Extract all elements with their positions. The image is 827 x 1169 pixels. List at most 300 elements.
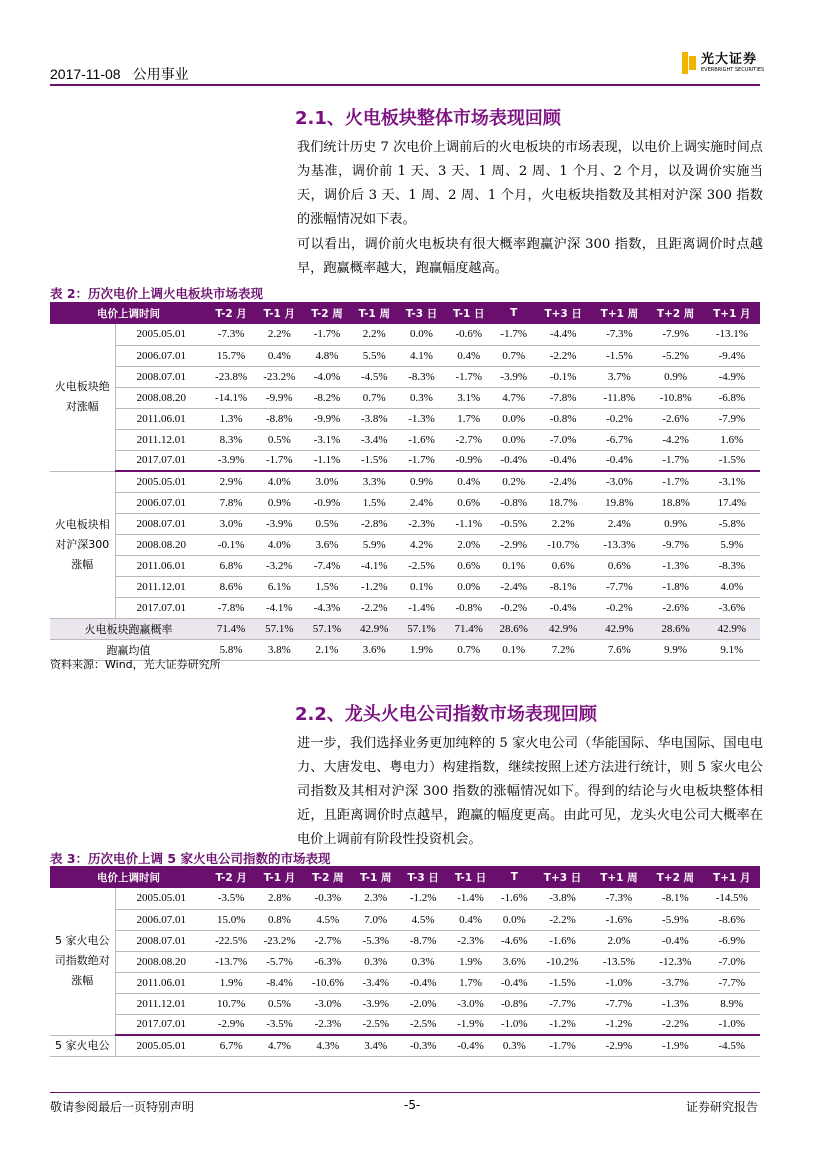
value-cell: 3.0% <box>303 471 350 492</box>
value-cell: -8.2% <box>303 387 350 408</box>
summary-value: 7.6% <box>591 639 647 660</box>
value-cell: 8.6% <box>207 576 255 597</box>
date-cell: 2006.07.01 <box>115 909 207 930</box>
value-cell: -2.3% <box>304 1014 352 1035</box>
value-cell: -7.0% <box>535 429 591 450</box>
value-cell: 0.9% <box>648 513 704 534</box>
value-cell: -3.0% <box>447 993 494 1014</box>
summary-value: 3.8% <box>255 639 303 660</box>
value-cell: -0.8% <box>494 993 534 1014</box>
date-cell: 2011.06.01 <box>115 555 207 576</box>
table-row <box>50 450 760 471</box>
value-cell: -6.9% <box>704 930 760 951</box>
value-cell: 2.4% <box>591 513 647 534</box>
summary-value: 42.9% <box>535 618 591 639</box>
value-cell: -8.3% <box>398 366 445 387</box>
section1-paragraph-1: 我们统计历史 7 次电价上调前后的火电板块的市场表现，以电价上调实施时间点为基准，调价前 1 天、3 天、1 周、2 周、1 个月、2 个月，以及调价实施当天，调价后 3 天、1 周、2 周、1 个月，火电板块指数及其相对沪深 300 指数的涨幅情况如下表。 <box>297 140 763 227</box>
table2-header-cell: 电价上调时间 <box>50 302 207 324</box>
row-group-label: 火电板块绝对涨幅 <box>50 324 115 471</box>
value-cell: 3.4% <box>352 1035 399 1056</box>
value-cell: 0.7% <box>351 387 398 408</box>
value-cell: 2.2% <box>351 324 398 345</box>
value-cell: 0.0% <box>445 576 492 597</box>
value-cell: -8.6% <box>704 909 760 930</box>
value-cell: -0.9% <box>303 492 350 513</box>
table3-header-cell: T-2 月 <box>207 866 255 888</box>
value-cell: -4.0% <box>303 366 350 387</box>
value-cell: 4.0% <box>255 534 303 555</box>
value-cell: -14.1% <box>207 387 255 408</box>
value-cell: 8.3% <box>207 429 255 450</box>
value-cell: -3.4% <box>352 972 399 993</box>
value-cell: -0.6% <box>445 324 492 345</box>
date-cell: 2017.07.01 <box>115 450 207 471</box>
summary-value: 57.1% <box>255 618 303 639</box>
value-cell: -12.3% <box>647 951 703 972</box>
report-date-text: 2017-11-08 <box>50 66 121 82</box>
date-cell: 2008.08.20 <box>115 951 207 972</box>
table2-header-cell: T-1 周 <box>351 302 398 324</box>
value-cell: -2.6% <box>648 408 704 429</box>
table-row <box>50 1014 760 1035</box>
table-row <box>50 597 760 618</box>
value-cell: -10.2% <box>534 951 590 972</box>
table3-header-cell: 电价上调时间 <box>50 866 207 888</box>
table3-header-cell: T <box>494 866 534 888</box>
table2-header-cell: T <box>492 302 535 324</box>
value-cell: 1.7% <box>445 408 492 429</box>
table-row <box>50 888 760 909</box>
summary-value: 42.9% <box>351 618 398 639</box>
date-cell: 2008.07.01 <box>115 513 207 534</box>
summary-value: 71.4% <box>445 618 492 639</box>
value-cell: -1.7% <box>445 366 492 387</box>
value-cell: -1.6% <box>494 888 534 909</box>
value-cell: -9.4% <box>704 345 760 366</box>
value-cell: -13.3% <box>591 534 647 555</box>
value-cell: -3.9% <box>207 450 255 471</box>
value-cell: -8.1% <box>535 576 591 597</box>
value-cell: -1.0% <box>591 972 647 993</box>
value-cell: -5.7% <box>255 951 303 972</box>
value-cell: -1.1% <box>303 450 350 471</box>
row-group-label: 5 家火电公司指数绝对涨幅 <box>50 888 115 1035</box>
value-cell: -2.4% <box>535 471 591 492</box>
table2-caption: 表 2：历次电价上调火电板块市场表现 <box>50 286 264 301</box>
logo-cn: 光大证券 <box>701 52 758 67</box>
table-row <box>50 429 760 450</box>
table-row <box>50 513 760 534</box>
value-cell: -9.7% <box>648 534 704 555</box>
value-cell: -7.4% <box>303 555 350 576</box>
table2-header-cell: T+1 周 <box>591 302 647 324</box>
value-cell: 4.7% <box>492 387 535 408</box>
section2-paragraph-1: 进一步，我们选择业务更加纯粹的 5 家火电公司（华能国际、华电国际、国电电力、大唐发电、粤电力）构建指数，继续按照上述方法进行统计，则 5 家火电公司指数及其相对沪深 300 指数的涨幅情况如下。得到的结论与火电板块整体相近，且距离调价时点越早，跑赢的幅度更高。由此可见，龙头火电公司大概率在电价上调前有阶段性投资机会。 <box>297 736 763 847</box>
value-cell: -4.6% <box>494 930 534 951</box>
value-cell: -7.7% <box>704 972 760 993</box>
page-number: -5- <box>404 1098 421 1112</box>
value-cell: -2.7% <box>445 429 492 450</box>
table-row <box>50 345 760 366</box>
value-cell: 6.7% <box>207 1035 255 1056</box>
table-row <box>50 972 760 993</box>
logo-mark-icon <box>682 52 696 74</box>
value-cell: 0.3% <box>494 1035 534 1056</box>
table3-header-cell: T-2 周 <box>304 866 352 888</box>
value-cell: 0.5% <box>255 429 303 450</box>
value-cell: -1.7% <box>534 1035 590 1056</box>
value-cell: -3.9% <box>255 513 303 534</box>
value-cell: 2.2% <box>535 513 591 534</box>
value-cell: -4.5% <box>351 366 398 387</box>
value-cell: 0.9% <box>648 366 704 387</box>
value-cell: 1.7% <box>447 972 494 993</box>
value-cell: -2.2% <box>351 597 398 618</box>
value-cell: -0.4% <box>399 972 446 993</box>
value-cell: 1.9% <box>207 972 255 993</box>
value-cell: -3.7% <box>647 972 703 993</box>
value-cell: -0.4% <box>535 450 591 471</box>
date-cell: 2017.07.01 <box>115 1014 207 1035</box>
value-cell: -0.8% <box>445 597 492 618</box>
value-cell: -2.3% <box>398 513 445 534</box>
value-cell: -11.8% <box>591 387 647 408</box>
report-category: 公用事业 <box>132 66 189 82</box>
value-cell: -8.3% <box>704 555 760 576</box>
value-cell: 0.5% <box>255 993 303 1014</box>
value-cell: -4.1% <box>255 597 303 618</box>
value-cell: -7.0% <box>704 951 760 972</box>
table3-header-cell: T-1 日 <box>447 866 494 888</box>
summary-value: 57.1% <box>303 618 350 639</box>
table-row <box>50 1035 760 1056</box>
value-cell: -1.7% <box>398 450 445 471</box>
value-cell: 0.1% <box>492 555 535 576</box>
value-cell: -1.7% <box>648 450 704 471</box>
value-cell: -2.2% <box>534 909 590 930</box>
value-cell: 4.0% <box>704 576 760 597</box>
value-cell: -10.7% <box>535 534 591 555</box>
value-cell: -3.5% <box>255 1014 303 1035</box>
value-cell: -1.0% <box>494 1014 534 1035</box>
summary-label: 跑赢均值 <box>50 639 207 660</box>
value-cell: -2.3% <box>447 930 494 951</box>
table2-header-cell: T-2 月 <box>207 302 255 324</box>
date-cell: 2011.06.01 <box>115 972 207 993</box>
value-cell: -0.3% <box>399 1035 446 1056</box>
value-cell: -4.9% <box>704 366 760 387</box>
value-cell: -8.8% <box>255 408 303 429</box>
value-cell: -1.5% <box>591 345 647 366</box>
value-cell: 17.4% <box>704 492 760 513</box>
value-cell: 18.8% <box>648 492 704 513</box>
value-cell: 0.6% <box>535 555 591 576</box>
summary-value: 28.6% <box>492 618 535 639</box>
summary-value: 42.9% <box>591 618 647 639</box>
value-cell: 0.4% <box>445 471 492 492</box>
value-cell: -2.6% <box>648 597 704 618</box>
value-cell: -3.8% <box>351 408 398 429</box>
value-cell: -0.1% <box>207 534 255 555</box>
table-row <box>50 555 760 576</box>
value-cell: -22.5% <box>207 930 255 951</box>
value-cell: -1.2% <box>534 1014 590 1035</box>
summary-value: 28.6% <box>648 618 704 639</box>
value-cell: 4.5% <box>399 909 446 930</box>
summary-value: 0.7% <box>445 639 492 660</box>
value-cell: 6.1% <box>255 576 303 597</box>
value-cell: -2.5% <box>399 1014 446 1035</box>
value-cell: -1.5% <box>534 972 590 993</box>
value-cell: 6.8% <box>207 555 255 576</box>
date-cell: 2005.05.01 <box>115 888 207 909</box>
value-cell: -5.8% <box>704 513 760 534</box>
value-cell: 0.9% <box>398 471 445 492</box>
value-cell: -2.8% <box>351 513 398 534</box>
value-cell: -4.5% <box>704 1035 760 1056</box>
value-cell: -0.1% <box>535 366 591 387</box>
date-cell: 2011.12.01 <box>115 429 207 450</box>
report-date <box>50 64 189 84</box>
value-cell: 3.3% <box>351 471 398 492</box>
header-divider <box>50 84 760 86</box>
section-title-2-2: 2.2、龙头火电公司指数市场表现回顾 <box>295 704 597 725</box>
value-cell: 3.7% <box>591 366 647 387</box>
logo-en: EVERBRIGHT SECURITIES <box>701 67 765 73</box>
summary-value: 2.1% <box>303 639 350 660</box>
value-cell: -5.3% <box>352 930 399 951</box>
value-cell: -2.7% <box>304 930 352 951</box>
summary-label: 火电板块跑赢概率 <box>50 618 207 639</box>
value-cell: -3.5% <box>207 888 255 909</box>
date-cell: 2008.07.01 <box>115 366 207 387</box>
value-cell: -2.0% <box>399 993 446 1014</box>
value-cell: -3.0% <box>591 471 647 492</box>
value-cell: 2.0% <box>445 534 492 555</box>
row-group-label: 5 家火电公 <box>50 1035 115 1056</box>
value-cell: 0.9% <box>255 492 303 513</box>
value-cell: -7.3% <box>591 888 647 909</box>
table-row <box>50 951 760 972</box>
value-cell: -2.5% <box>398 555 445 576</box>
value-cell: 2.8% <box>255 888 303 909</box>
value-cell: 8.9% <box>704 993 760 1014</box>
table3-header-cell: T-1 月 <box>255 866 303 888</box>
value-cell: -3.0% <box>304 993 352 1014</box>
value-cell: -1.6% <box>591 909 647 930</box>
value-cell: -0.4% <box>494 972 534 993</box>
value-cell: -23.2% <box>255 930 303 951</box>
value-cell: -0.5% <box>492 513 535 534</box>
value-cell: -1.6% <box>534 930 590 951</box>
summary-value: 9.1% <box>704 639 760 660</box>
value-cell: 0.0% <box>492 429 535 450</box>
value-cell: -0.2% <box>591 408 647 429</box>
value-cell: 1.5% <box>303 576 350 597</box>
section-title-2-1: 2.1、火电板块整体市场表现回顾 <box>295 108 561 129</box>
summary-value: 7.2% <box>535 639 591 660</box>
table-row <box>50 408 760 429</box>
value-cell: 0.3% <box>399 951 446 972</box>
value-cell: 4.8% <box>303 345 350 366</box>
value-cell: -2.9% <box>207 1014 255 1035</box>
value-cell: -1.7% <box>648 471 704 492</box>
value-cell: -9.9% <box>303 408 350 429</box>
value-cell: 4.3% <box>304 1035 352 1056</box>
value-cell: -2.4% <box>492 576 535 597</box>
value-cell: 5.9% <box>351 534 398 555</box>
value-cell: -13.5% <box>591 951 647 972</box>
value-cell: -1.3% <box>647 993 703 1014</box>
date-cell: 2017.07.01 <box>115 597 207 618</box>
footer-disclaimer: 敬请参阅最后一页特别声明 <box>50 1100 195 1114</box>
value-cell: 4.7% <box>255 1035 303 1056</box>
value-cell: 0.0% <box>494 909 534 930</box>
value-cell: -3.6% <box>704 597 760 618</box>
summary-value: 9.9% <box>648 639 704 660</box>
value-cell: -2.9% <box>591 1035 647 1056</box>
value-cell: -1.4% <box>447 888 494 909</box>
value-cell: -6.7% <box>591 429 647 450</box>
value-cell: 19.8% <box>591 492 647 513</box>
value-cell: -1.6% <box>398 429 445 450</box>
value-cell: 7.0% <box>352 909 399 930</box>
table-row <box>50 366 760 387</box>
value-cell: 0.7% <box>492 345 535 366</box>
value-cell: 7.8% <box>207 492 255 513</box>
value-cell: -0.9% <box>445 450 492 471</box>
table3-header-cell: T+2 周 <box>647 866 703 888</box>
value-cell: 2.4% <box>398 492 445 513</box>
value-cell: -14.5% <box>704 888 760 909</box>
summary-row <box>50 618 760 639</box>
summary-value: 1.9% <box>398 639 445 660</box>
value-cell: -2.9% <box>492 534 535 555</box>
value-cell: 0.6% <box>445 492 492 513</box>
value-cell: 0.1% <box>398 576 445 597</box>
value-cell: -3.8% <box>534 888 590 909</box>
value-cell: 2.0% <box>591 930 647 951</box>
table2-header-cell: T-3 日 <box>398 302 445 324</box>
value-cell: 1.9% <box>447 951 494 972</box>
value-cell: -1.2% <box>351 576 398 597</box>
table3-header-cell: T+1 月 <box>704 866 760 888</box>
summary-value: 71.4% <box>207 618 255 639</box>
table3-header-cell: T-3 日 <box>399 866 446 888</box>
value-cell: -4.1% <box>351 555 398 576</box>
value-cell: -13.7% <box>207 951 255 972</box>
value-cell: 3.1% <box>445 387 492 408</box>
table3-caption: 表 3：历次电价上调 5 家火电公司指数的市场表现 <box>50 851 331 866</box>
table3-header-cell: T-1 周 <box>352 866 399 888</box>
table2-header-cell: T-1 月 <box>255 302 303 324</box>
date-cell: 2011.12.01 <box>115 576 207 597</box>
value-cell: -8.4% <box>255 972 303 993</box>
value-cell: -6.8% <box>704 387 760 408</box>
table2-source: 资料来源：Wind，光大证券研究所 <box>50 658 221 671</box>
value-cell: 0.4% <box>445 345 492 366</box>
value-cell: -0.2% <box>492 597 535 618</box>
value-cell: 1.3% <box>207 408 255 429</box>
value-cell: 0.8% <box>255 909 303 930</box>
value-cell: 18.7% <box>535 492 591 513</box>
value-cell: -2.5% <box>352 1014 399 1035</box>
date-cell: 2005.05.01 <box>115 1035 207 1056</box>
section1-paragraph-2: 可以看出，调价前火电板块有很大概率跑赢沪深 300 指数，且距离调价时点越早，跑赢概率越大，跑赢幅度越高。 <box>297 237 763 276</box>
value-cell: -7.8% <box>207 597 255 618</box>
value-cell: -7.9% <box>648 324 704 345</box>
summary-value: 5.8% <box>207 639 255 660</box>
date-cell: 2011.12.01 <box>115 993 207 1014</box>
value-cell: -1.9% <box>647 1035 703 1056</box>
value-cell: -1.3% <box>648 555 704 576</box>
value-cell: 15.7% <box>207 345 255 366</box>
value-cell: -5.2% <box>648 345 704 366</box>
value-cell: -6.3% <box>304 951 352 972</box>
value-cell: 2.2% <box>255 324 303 345</box>
value-cell: 0.6% <box>591 555 647 576</box>
value-cell: -7.9% <box>704 408 760 429</box>
value-cell: -4.3% <box>303 597 350 618</box>
value-cell: -0.4% <box>447 1035 494 1056</box>
table3-header-cell: T+1 周 <box>591 866 647 888</box>
value-cell: 5.5% <box>351 345 398 366</box>
value-cell: -23.8% <box>207 366 255 387</box>
value-cell: -13.1% <box>704 324 760 345</box>
value-cell: 4.2% <box>398 534 445 555</box>
date-cell: 2005.05.01 <box>115 471 207 492</box>
table-row <box>50 993 760 1014</box>
value-cell: -5.9% <box>647 909 703 930</box>
value-cell: -23.2% <box>255 366 303 387</box>
value-cell: -4.2% <box>648 429 704 450</box>
table-row <box>50 492 760 513</box>
value-cell: 4.0% <box>255 471 303 492</box>
value-cell: -8.1% <box>647 888 703 909</box>
table3-header-cell: T+3 日 <box>534 866 590 888</box>
value-cell: 2.9% <box>207 471 255 492</box>
date-cell: 2008.08.20 <box>115 534 207 555</box>
value-cell: 5.9% <box>704 534 760 555</box>
value-cell: -7.8% <box>535 387 591 408</box>
value-cell: -1.5% <box>704 450 760 471</box>
table-row <box>50 534 760 555</box>
value-cell: -3.2% <box>255 555 303 576</box>
value-cell: 0.3% <box>352 951 399 972</box>
value-cell: -1.7% <box>303 324 350 345</box>
date-cell: 2005.05.01 <box>115 324 207 345</box>
table2-header-cell: T-2 周 <box>303 302 350 324</box>
value-cell: -0.4% <box>647 930 703 951</box>
value-cell: -3.4% <box>351 429 398 450</box>
table2-header-cell: T+2 周 <box>648 302 704 324</box>
value-cell: 0.5% <box>303 513 350 534</box>
value-cell: 0.3% <box>398 387 445 408</box>
value-cell: -1.2% <box>399 888 446 909</box>
value-cell: -1.1% <box>445 513 492 534</box>
table2-header-cell: T+1 月 <box>704 302 760 324</box>
date-cell: 2008.07.01 <box>115 930 207 951</box>
value-cell: -8.7% <box>399 930 446 951</box>
value-cell: -2.2% <box>647 1014 703 1035</box>
table2-body <box>50 324 760 660</box>
table-row <box>50 471 760 492</box>
value-cell: 1.6% <box>704 429 760 450</box>
value-cell: 4.5% <box>304 909 352 930</box>
value-cell: 2.3% <box>352 888 399 909</box>
value-cell: 0.6% <box>445 555 492 576</box>
value-cell: 0.4% <box>447 909 494 930</box>
